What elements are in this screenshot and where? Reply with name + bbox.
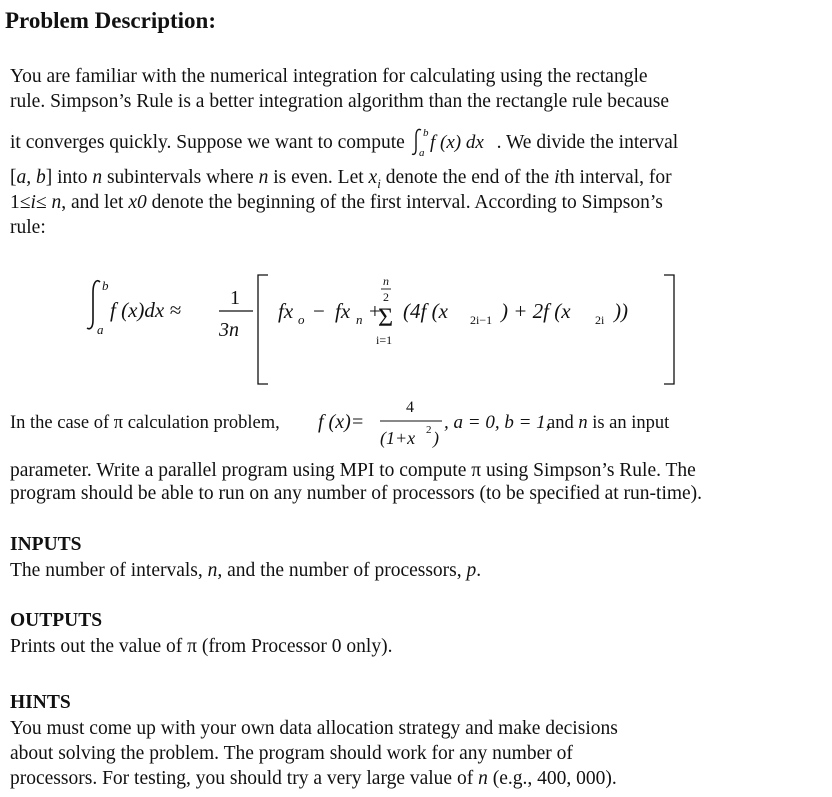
pi-case-frac-num: 4	[406, 399, 414, 416]
pi-case-prefix: In the case of π calculation problem,	[10, 413, 280, 433]
text-fragment: The number of intervals,	[10, 560, 208, 581]
page-title: Problem Description:	[5, 8, 217, 33]
hints-heading: HINTS	[10, 692, 71, 713]
pi-case-params: , a = 0, b = 1,	[444, 412, 551, 433]
var-x0: x0	[128, 192, 147, 213]
sum-upper-n: n	[383, 274, 389, 288]
pi-case-frac-sup: 2	[426, 424, 432, 436]
var-n: n	[478, 768, 488, 789]
var-x: x	[368, 167, 378, 188]
text-fragment: ] into	[45, 167, 93, 188]
hints-line-2: about solving the problem. The program should work for any number of	[10, 743, 573, 764]
text-fragment: 1≤	[10, 192, 31, 213]
pi-case-line	[10, 411, 280, 436]
outputs-heading: OUTPUTS	[10, 610, 103, 631]
text-fragment: [	[10, 167, 17, 188]
sum-body-part-1: (4f (x	[403, 299, 448, 323]
para2-line-2: program should be able to run on any number of processors (to be specified at run-time).	[10, 483, 703, 504]
formula-term-fx0: fx	[278, 299, 294, 323]
outputs-text: Prints out the value of π (from Processor 0 only).	[10, 636, 393, 657]
var-i: i	[554, 167, 560, 188]
formula-term-fxn-sub: n	[356, 312, 363, 327]
pi-case-fx: f (x)=	[318, 411, 365, 433]
sum-body-sub-2: 2i	[595, 313, 605, 327]
intro-line-3-end: . We divide the interval	[496, 132, 679, 153]
var-i-sub: i	[377, 175, 381, 191]
formula-frac-denominator: 3n	[219, 319, 239, 341]
formula-integrand: f (x)dx ≈	[110, 298, 181, 322]
intro-line-3	[10, 127, 678, 157]
text-fragment: and	[547, 413, 579, 433]
inline-integral	[410, 127, 492, 157]
var-n: n	[258, 167, 269, 188]
formula-plus: +	[369, 299, 381, 323]
text-fragment: (e.g., 400, 000).	[487, 768, 617, 789]
text-fragment: is an input	[587, 413, 670, 433]
intro-line-2: rule. Simpson’s Rule is a better integration algorithm than the rectangle rule because	[10, 91, 670, 112]
formula-minus: −	[313, 299, 325, 323]
var-n: n	[578, 413, 588, 433]
pi-case-suffix	[547, 411, 669, 436]
var-n: n	[92, 167, 103, 188]
text-fragment: and the number of processors,	[222, 560, 467, 581]
text-fragment: .	[476, 560, 482, 581]
text-fragment: , and let	[61, 192, 129, 213]
text-fragment: ≤	[35, 192, 52, 213]
inline-integral-lower: a	[418, 147, 425, 157]
text-fragment: denote the end of the	[380, 167, 555, 188]
var-n: n,	[207, 560, 223, 581]
sum-body-part-3: ))	[614, 299, 628, 323]
var-n: n	[51, 192, 62, 213]
text-fragment: is even. Let	[268, 167, 369, 188]
var-p: p	[466, 560, 477, 581]
intro-line-3-start: it converges quickly. Suppose we want to compute	[10, 132, 405, 153]
sum-lower: i=1	[376, 333, 393, 347]
text-fragment: th interval, for	[559, 167, 672, 188]
intro-line-5	[10, 190, 663, 215]
sum-body-sub-1: 2i−1	[470, 313, 493, 327]
intro-line-6: rule:	[10, 217, 46, 238]
pi-case-frac-den: (1+x	[380, 428, 416, 448]
sum-body-part-2: ) + 2f (x	[501, 299, 571, 323]
text-fragment: subintervals where	[102, 167, 259, 188]
intro-line-1: You are familiar with the numerical integration for calculating using the rectangle	[10, 66, 648, 87]
formula-integral-upper: b	[102, 278, 109, 293]
text-fragment: processors. For testing, you should try a very large value of	[10, 768, 479, 789]
inline-integral-upper: b	[422, 127, 429, 139]
formula-frac-numerator: 1	[230, 287, 240, 309]
inputs-heading: INPUTS	[10, 534, 82, 555]
pi-case-frac-close: )	[433, 428, 439, 448]
formula-term-fxn: fx	[335, 299, 351, 323]
hints-line-1: You must come up with your own data allocation strategy and make decisions	[10, 718, 618, 739]
sum-sigma: Σ	[378, 303, 394, 332]
formula-integral-lower: a	[97, 322, 104, 337]
var-ab: a, b	[16, 167, 46, 188]
inputs-text	[10, 558, 481, 583]
text-fragment: denote the beginning of the first interval. According to Simpson’s	[146, 192, 663, 213]
var-i: i	[30, 192, 36, 213]
inline-integrand: f (x) dx	[429, 132, 484, 153]
sum-upper-2: 2	[383, 290, 389, 304]
simpson-formula	[0, 268, 832, 390]
para2-line-1: parameter. Write a parallel program using MPI to compute π using Simpson’s Rule. The	[10, 460, 696, 481]
formula-term-fx0-sub: o	[298, 312, 305, 327]
hints-line-3	[10, 766, 617, 791]
